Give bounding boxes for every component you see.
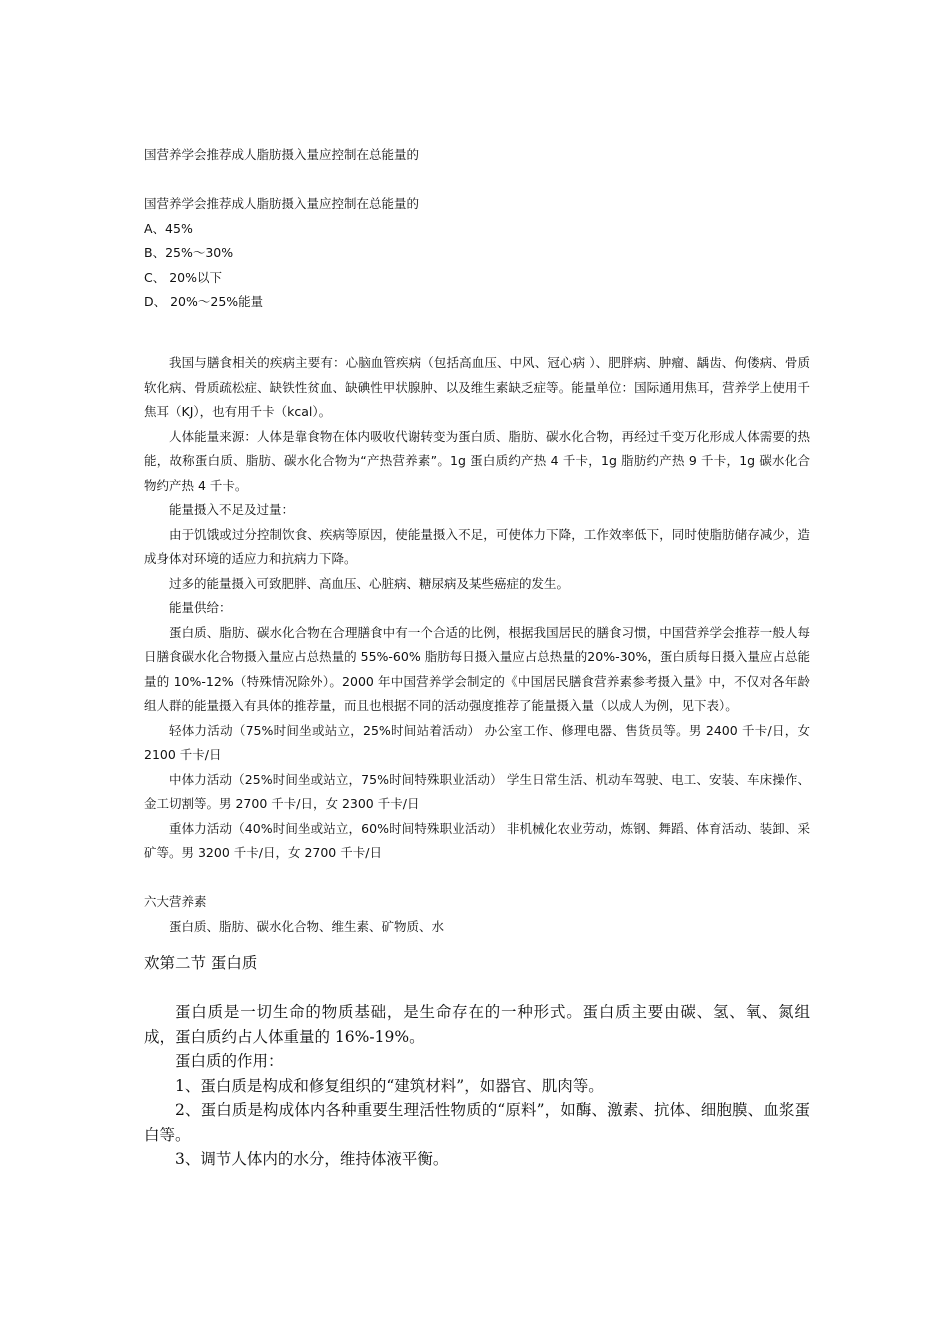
paragraph-moderate-activity: 中体力活动（25%时间坐或站立，75%时间特殊职业活动） 学生日常生活、机动车驾驶、电工、安装、车床操作、金工切割等。男 2700 千卡/日，女 2300 千卡/日 (144, 771, 810, 811)
spacer (144, 866, 810, 891)
document-page (144, 143, 810, 1172)
question-stem: 国营养学会推荐成人脂肪摄入量应控制在总能量的 (144, 196, 420, 211)
paragraph-diseases: 我国与膳食相关的疾病主要有：心脑血管疾病（包括高血压、中风、冠心病 ）、肥胖病、肿瘤、龋齿、佝偻病、骨质软化病、骨质疏松症、缺铁性贫血、缺碘性甲状腺肿、以及维生素缺乏症等。能量单位：国际通用焦耳，营养学上使用千焦耳（KJ），也有用千卡（kcal）。 (144, 355, 810, 419)
protein-intro: 蛋白质是一切生命的物质基础，是生命存在的一种形式。蛋白质主要由碳、氢、氧、氮组成，蛋白质约占人体重量的 16%-19%。 (144, 1003, 810, 1046)
spacer (144, 939, 810, 951)
protein-role-2: 2、蛋白质是构成体内各种重要生理活性物质的“原料”，如酶、激素、抗体、细胞膜、血浆蛋白等。 (144, 1101, 810, 1144)
paragraph-light-activity: 轻体力活动（75%时间坐或站立，25%时间站着活动） 办公室工作、修理电器、售货员等。男 2400 千卡/日，女 2100 千卡/日 (144, 722, 810, 762)
paragraph-energy-supply-title: 能量供给： (169, 600, 232, 615)
doc-heading: 国营养学会推荐成人脂肪摄入量应控制在总能量的 (144, 147, 420, 162)
six-nutrients-list: 蛋白质、脂肪、碳水化合物、维生素、矿物质、水 (169, 918, 445, 934)
protein-role-title: 蛋白质的作用： (175, 1052, 284, 1070)
option-d: D、 20%～25%能量 (144, 294, 264, 309)
option-b: B、25%～30% (144, 245, 234, 260)
six-nutrients-title: 六大营养素 (144, 894, 207, 909)
paragraph-energy-supply: 蛋白质、脂肪、碳水化合物在合理膳食中有一个合适的比例，根据我国居民的膳食习惯，中国营养学会推荐一般人每日膳食碳水化合物摄入量应占总热量的 55%-60% 脂肪每日摄入量应占总热量的20%-30%，蛋白质每日摄入量应占总能量的 10%-12%（特殊情况除外）。2000 年中国营养学会制定的《中国居民膳食营养素参考摄入量》中，不仅对各年龄组人群的能量摄入有具体的推荐量，而且也根据不同的活动强度推荐了能量摄入量（以成人为例，见下表）。 (144, 624, 810, 713)
spacer (144, 339, 810, 351)
paragraph-heavy-activity: 重体力活动（40%时间坐或站立，60%时间特殊职业活动） 非机械化农业劳动，炼钢、舞蹈、体育活动、装卸、采矿等。男 3200 千卡/日，女 2700 千卡/日 (144, 820, 810, 860)
paragraph-energy-deficit: 由于饥饿或过分控制饮食、疾病等原因，使能量摄入不足，可使体力下降，工作效率低下，同时使脂肪储存减少，造成身体对环境的适应力和抗病力下降。 (144, 526, 810, 566)
paragraph-energy-intake-title: 能量摄入不足及过量： (169, 502, 295, 517)
protein-role-1: 1、蛋白质是构成和修复组织的“建筑材料”，如器官、肌肉等。 (175, 1076, 604, 1095)
paragraph-energy-excess: 过多的能量摄入可致肥胖、高血压、心脏病、糖尿病及某些癌症的发生。 (169, 575, 570, 591)
protein-role-3: 3、调节人体内的水分，维持体液平衡。 (175, 1150, 449, 1168)
spacer (144, 315, 810, 340)
option-a: A、45% (144, 220, 193, 236)
option-c: C、 20%以下 (144, 269, 222, 285)
spacer (144, 168, 810, 193)
spacer (144, 976, 810, 1001)
section-title: 欢第二节 蛋白质 (144, 954, 258, 972)
paragraph-energy-source: 人体能量来源：人体是靠食物在体内吸收代谢转变为蛋白质、脂肪、碳水化合物，再经过千变万化形成人体需要的热能，故称蛋白质、脂肪、碳水化合物为“产热营养素”。1g 蛋白质约产热 4 千卡，1g 脂肪约产热 9 千卡，1g 碳水化合物约产热 4 千卡。 (144, 428, 810, 493)
